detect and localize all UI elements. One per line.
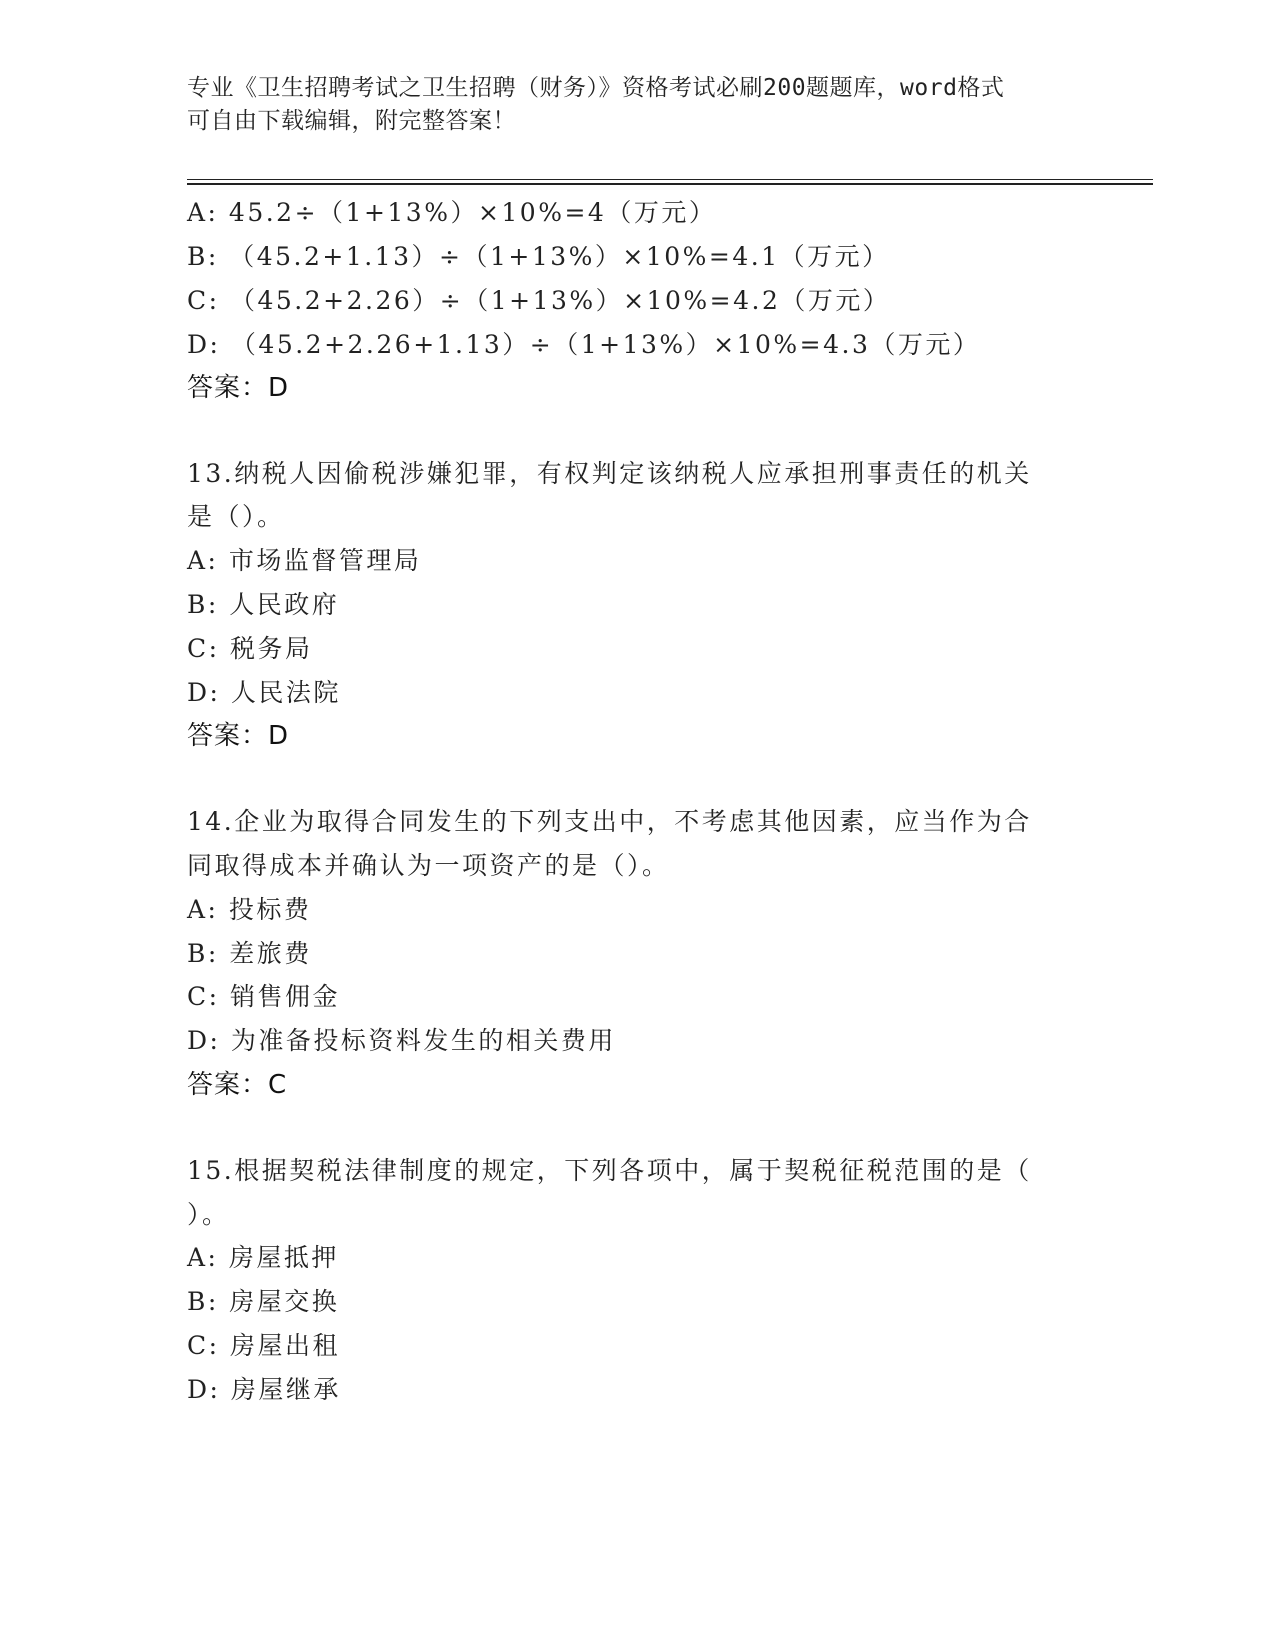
header-divider-thin	[187, 179, 1153, 180]
header-divider-thick	[187, 183, 1153, 185]
q15-option-a: A: 房屋抵押	[187, 1243, 339, 1272]
q12-option-c: C: （45.2+2.26）÷（1+13%）×10%=4.2（万元）	[187, 286, 891, 315]
q15-stem-line-1: 15.根据契税法律制度的规定，下列各项中，属于契税征税范围的是（	[187, 1156, 1032, 1185]
q13-option-c: C: 税务局	[187, 634, 313, 663]
q13-stem-line-1: 13.纳税人因偷税涉嫌犯罪，有权判定该纳税人应承担刑事责任的机关	[187, 459, 1032, 488]
q14-option-b: B: 差旅费	[187, 939, 312, 968]
q12-answer: 答案：D	[187, 373, 290, 403]
q14-option-c: C: 销售佣金	[187, 982, 340, 1011]
q12-option-a: A: 45.2÷（1+13%）×10%=4（万元）	[187, 198, 717, 227]
q12-option-d: D: （45.2+2.26+1.13）÷（1+13%）×10%=4.3（万元）	[187, 330, 981, 359]
q13-option-a: A: 市场监督管理局	[187, 546, 422, 575]
header-line-2: 可自由下载编辑，附完整答案！	[187, 108, 516, 134]
q12-option-b: B: （45.2+1.13）÷（1+13%）×10%=4.1（万元）	[187, 242, 890, 271]
header-line-1: 专业《卫生招聘考试之卫生招聘（财务）》资格考试必刷200题题库，word格式	[187, 75, 1005, 101]
q13-option-d: D: 人民法院	[187, 678, 341, 707]
q14-stem-line-2: 同取得成本并确认为一项资产的是（）。	[187, 851, 670, 880]
q14-answer: 答案：C	[187, 1070, 288, 1100]
q13-option-b: B: 人民政府	[187, 590, 340, 619]
q13-answer: 答案：D	[187, 721, 290, 751]
q14-option-a: A: 投标费	[187, 895, 312, 924]
q15-option-c: C: 房屋出租	[187, 1331, 340, 1360]
document-header	[187, 72, 1087, 138]
q15-option-b: B: 房屋交换	[187, 1287, 340, 1316]
q15-option-d: D: 房屋继承	[187, 1375, 341, 1404]
q14-stem-line-1: 14.企业为取得合同发生的下列支出中，不考虑其他因素，应当作为合	[187, 807, 1032, 836]
q13-stem-line-2: 是（）。	[187, 502, 285, 531]
q14-option-d: D: 为准备投标资料发生的相关费用	[187, 1026, 616, 1055]
q15-stem-line-2: ）。	[187, 1200, 230, 1229]
